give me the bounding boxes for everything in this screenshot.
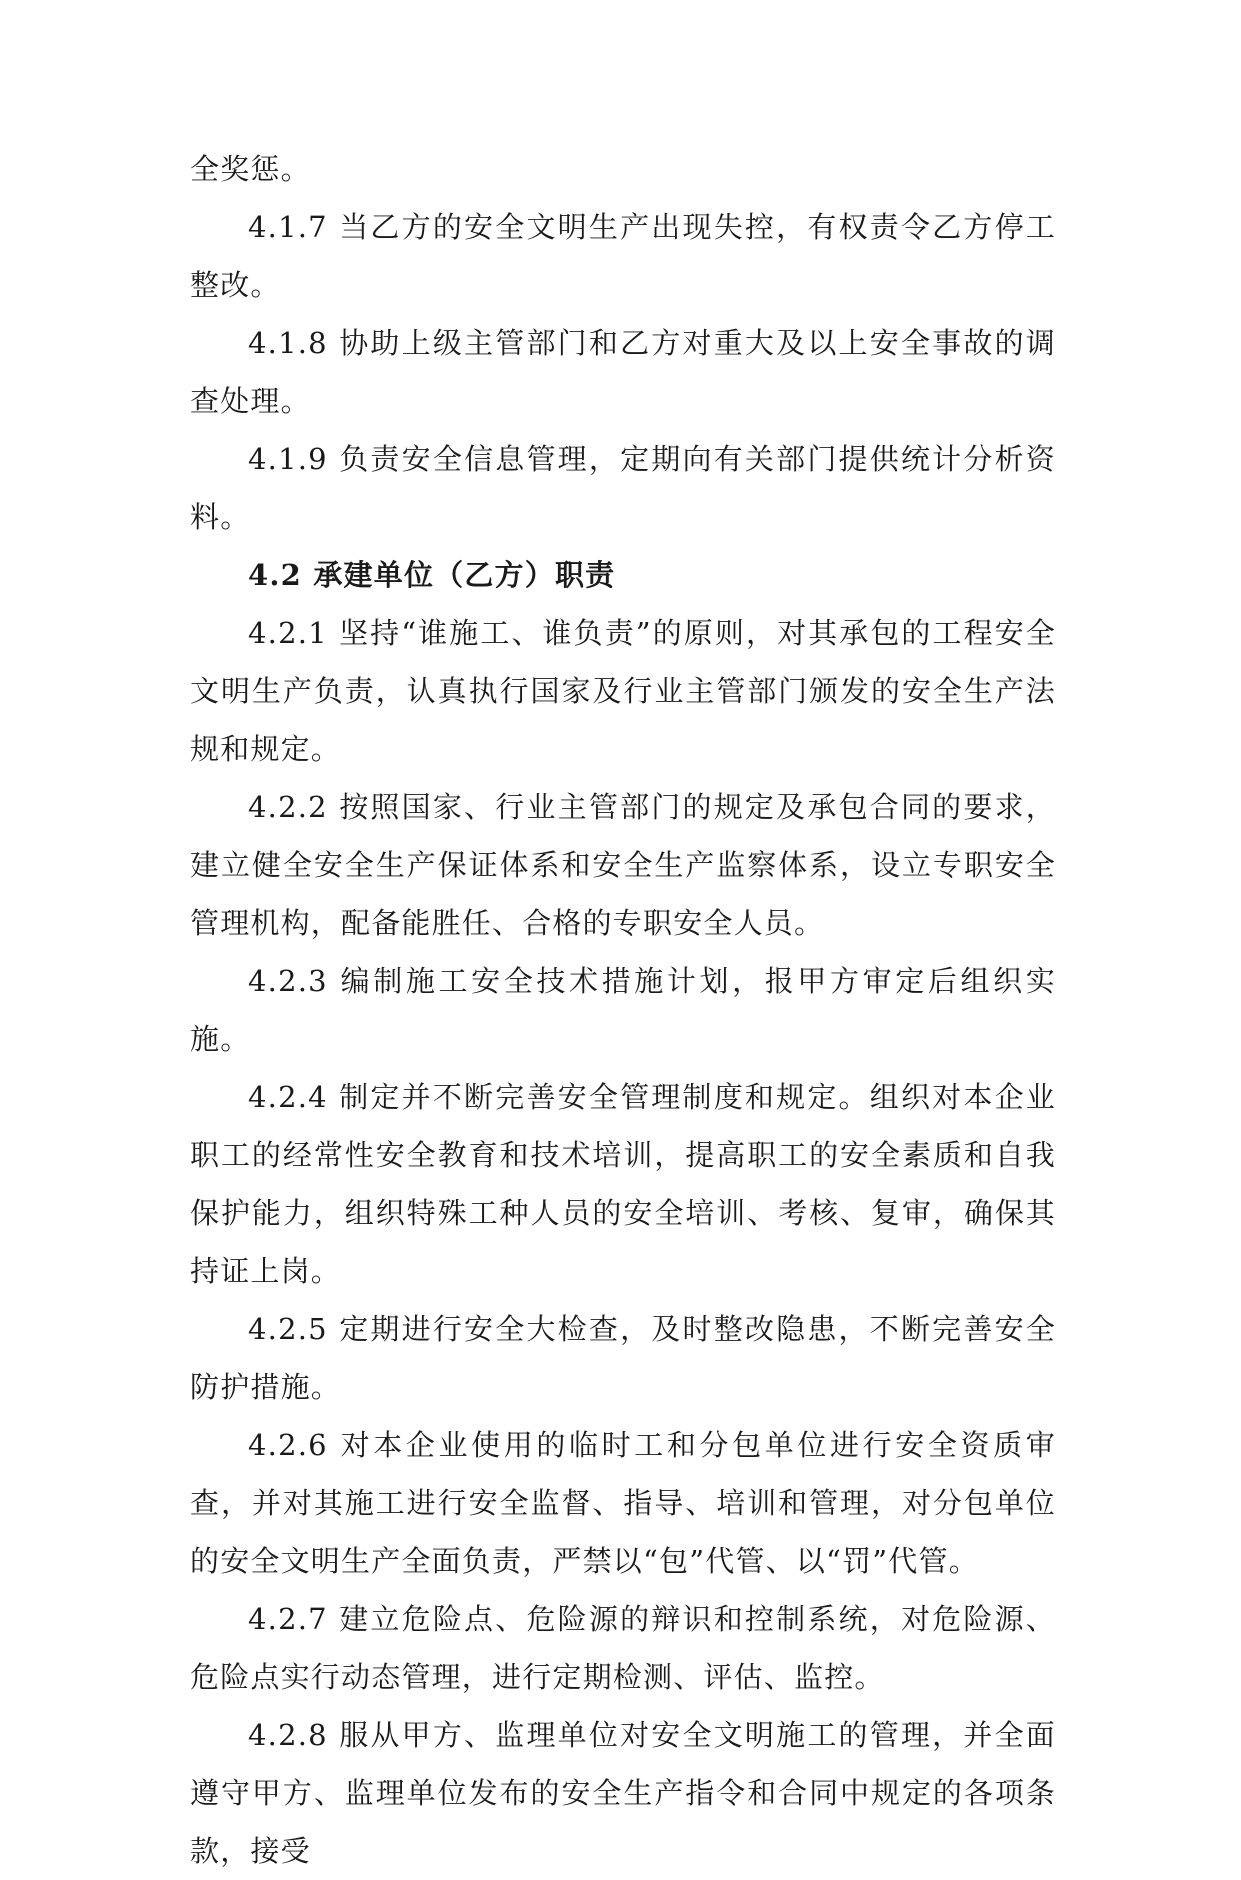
paragraph-continuation: 全奖惩。 — [190, 152, 311, 186]
clause-4-2-4: 4.2.4 制定并不断完善安全管理制度和规定。组织对本企业职工的经常性安全教育和技术培训，提高职工的安全素质和自我保护能力，组织特殊工种人员的安全培训、考核、复审，确保其持证上岗。 — [190, 1080, 1056, 1288]
clause-4-2-5: 4.2.5 定期进行安全大检查，及时整改隐患，不断完善安全防护措施。 — [190, 1312, 1056, 1404]
clause-4-2-6: 4.2.6 对本企业使用的临时工和分包单位进行安全资质审查，并对其施工进行安全监督、指导、培训和管理，对分包单位的安全文明生产全面负责，严禁以“包”代管、以“罚”代管。 — [190, 1428, 1056, 1578]
clause-4-2-2: 4.2.2 按照国家、行业主管部门的规定及承包合同的要求，建立健全安全生产保证体系和安全生产监察体系，设立专职安全管理机构，配备能胜任、合格的专职安全人员。 — [190, 790, 1056, 940]
document-page — [190, 140, 1056, 1880]
clause-4-1-9: 4.1.9 负责安全信息管理，定期向有关部门提供统计分析资料。 — [190, 442, 1056, 534]
clause-4-1-8: 4.1.8 协助上级主管部门和乙方对重大及以上安全事故的调查处理。 — [190, 326, 1056, 418]
section-heading-4-2: 4.2 承建单位（乙方）职责 — [248, 558, 616, 592]
clause-4-2-7: 4.2.7 建立危险点、危险源的辩识和控制系统，对危险源、危险点实行动态管理，进行定期检测、评估、监控。 — [190, 1602, 1056, 1694]
clause-4-2-8: 4.2.8 服从甲方、监理单位对安全文明施工的管理，并全面遵守甲方、监理单位发布的安全生产指令和合同中规定的各项条款，接受 — [190, 1718, 1056, 1868]
clause-4-2-1: 4.2.1 坚持“谁施工、谁负责”的原则，对其承包的工程安全文明生产负责，认真执行国家及行业主管部门颁发的安全生产法规和规定。 — [190, 616, 1056, 766]
clause-4-2-3: 4.2.3 编制施工安全技术措施计划，报甲方审定后组织实施。 — [190, 964, 1056, 1056]
clause-4-1-7: 4.1.7 当乙方的安全文明生产出现失控，有权责令乙方停工整改。 — [190, 210, 1056, 302]
